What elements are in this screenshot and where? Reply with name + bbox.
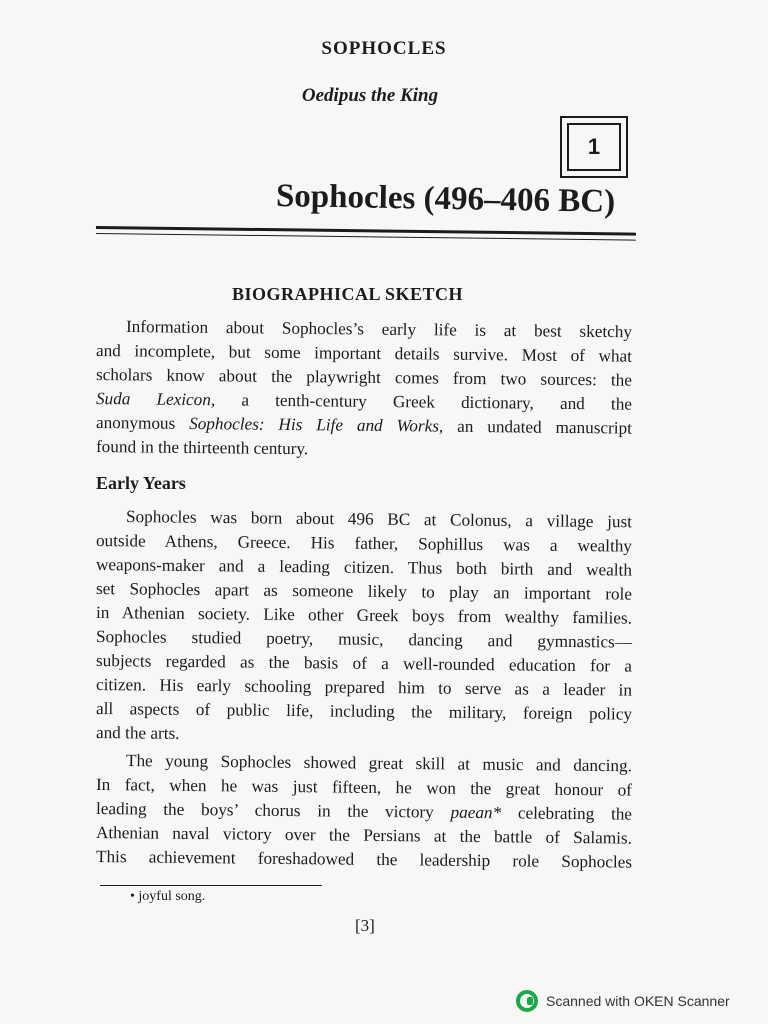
footnote: • joyful song. [130, 889, 206, 904]
text-span: leading the boys’ chorus in the victory [95, 799, 434, 822]
scanner-watermark [516, 990, 730, 1012]
text-line: Sophocles was born about 496 BC at Colonus, a village just [125, 507, 633, 532]
section-heading: BIOGRAPHICAL SKETCH [232, 284, 464, 304]
text-line: and the arts. [95, 723, 180, 743]
italic-word-paean: paean* [450, 802, 502, 823]
text-line: This achievement foreshadowed the leadership role Sophocles [95, 847, 633, 872]
text-span: an undated manuscript [457, 416, 633, 438]
text-span: celebrating the [517, 803, 633, 824]
text-line: in Athenian society. Like other Greek boys from wealthy families. [95, 603, 633, 628]
text-line: Athenian naval victory over the Persians at the battle of Salamis. [95, 823, 633, 848]
running-head-author: SOPHOCLES [321, 38, 447, 59]
subheading-early-years: Early Years [96, 473, 186, 493]
text-line: outside Athens, Greece. His father, Sophillus was a wealthy [95, 531, 633, 556]
text-line: set Sophocles apart as someone likely to play an important role [95, 579, 633, 604]
text-line [96, 388, 632, 416]
text-line: In fact, when he was just fifteen, he won the great honour of [95, 775, 633, 800]
text-line: Information about Sophocles’s early life is at best sketchy [125, 317, 633, 342]
scanner-logo-icon [516, 990, 538, 1012]
chapter-title: Sophocles (496–406 BC) [275, 178, 616, 220]
text-line: found in the thirteenth century. [95, 437, 309, 459]
text-line: subjects regarded as the basis of a well-rounded education for a [95, 651, 633, 676]
footnote-rule [100, 885, 322, 886]
text-line: citizen. His early schooling prepared him to serve as a leader in [95, 675, 633, 700]
text-line: The young Sophocles showed great skill at music and dancing. [125, 751, 633, 776]
running-head-work: Oedipus the King [301, 85, 439, 106]
text-span: a tenth-century Greek dictionary, and the [241, 390, 633, 414]
text-span: anonymous [95, 413, 176, 433]
text-line [96, 412, 632, 440]
page-number: [3] [355, 916, 375, 935]
text-line: and incomplete, but some important details survive. Most of what [95, 341, 633, 366]
text-line: all aspects of public life, including the military, foreign policy [95, 699, 633, 724]
text-line [96, 798, 632, 826]
chapter-number-box [560, 116, 628, 178]
text-line: Sophocles studied poetry, music, dancing and gymnastics— [95, 627, 633, 652]
text-line: scholars know about the playwright comes from two sources: the [95, 365, 633, 390]
italic-title-life: Sophocles: His Life and Works, [189, 413, 444, 436]
scanner-watermark-text: Scanned with OKEN Scanner [546, 993, 730, 1009]
italic-title-suda: Suda Lexicon, [95, 389, 216, 410]
chapter-number: 1 [567, 123, 621, 171]
text-line: weapons-maker and a leading citizen. Thus both birth and wealth [95, 555, 633, 580]
